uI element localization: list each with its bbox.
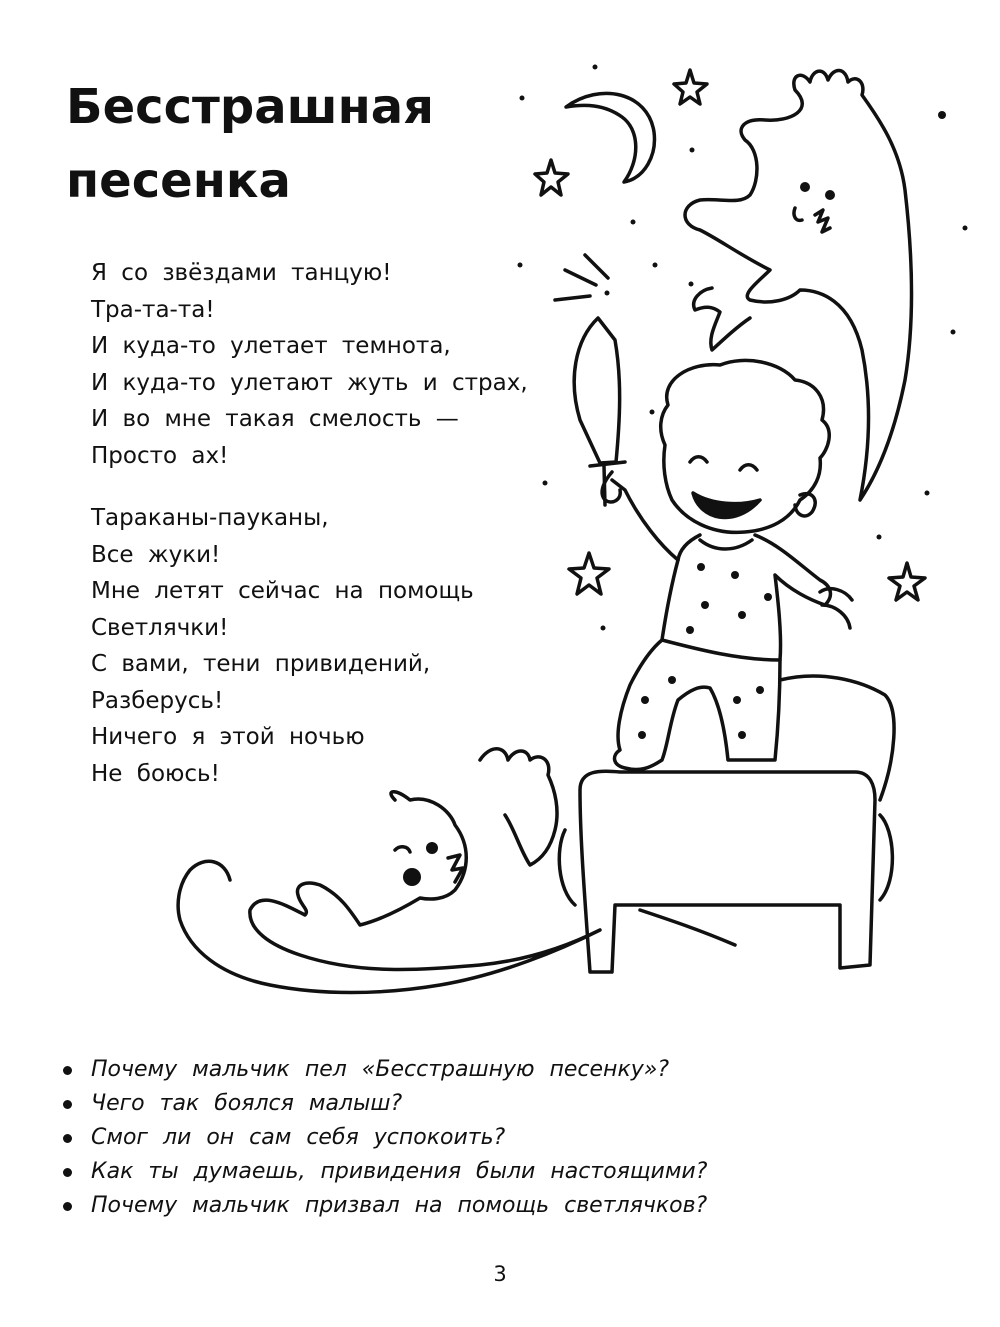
poem-line: Я со звёздами танцую!	[91, 260, 392, 286]
moon-icon	[566, 93, 654, 182]
question-text: Почему мальчик призвал на помощь светлячков?	[91, 1193, 708, 1218]
star-icon	[889, 563, 925, 600]
question-item	[60, 1121, 960, 1155]
poem-line: Все жуки!	[91, 541, 221, 568]
poem-line: И во мне такая смелость —	[91, 406, 459, 432]
question-text: Смог ли он сам себя успокоить?	[91, 1125, 506, 1150]
poem-line: Тра-та-та!	[91, 296, 215, 323]
question-text: Почему мальчик пел «Бесстрашную песенку»?	[91, 1057, 670, 1082]
question-item	[60, 1053, 960, 1087]
bullet-icon	[63, 1066, 72, 1075]
toy-sword-illustration	[555, 255, 625, 505]
boy-with-sword-and-ghosts-illustration	[160, 55, 980, 1005]
bullet-icon	[63, 1134, 72, 1143]
ghost-lower-illustration	[178, 749, 735, 993]
bullet-icon	[63, 1100, 72, 1109]
star-icon	[674, 70, 707, 104]
bullet-icon	[63, 1202, 72, 1211]
question-text: Чего так боялся малыш?	[91, 1091, 403, 1116]
title-line-2: песенка	[66, 153, 291, 209]
question-item	[60, 1087, 960, 1121]
star-icon	[535, 160, 568, 195]
ghost-upper-illustration	[685, 70, 911, 500]
title-line-1: Бесстрашная	[66, 79, 434, 135]
question-text: Как ты думаешь, привидения были настоящими?	[91, 1159, 708, 1184]
bullet-icon	[63, 1168, 72, 1177]
question-item	[60, 1189, 960, 1223]
poem-line: Светлячки!	[91, 614, 229, 641]
poem-line: Тараканы-пауканы,	[91, 505, 329, 531]
page-number: 3	[493, 1262, 507, 1286]
bed-illustration	[559, 676, 894, 972]
poem-line: И куда-то улетает темнота,	[91, 333, 451, 359]
boy-illustration	[602, 360, 852, 769]
question-item	[60, 1155, 960, 1189]
poem-line: С вами, тени привидений,	[91, 651, 431, 677]
poem-line: Просто ах!	[91, 442, 229, 469]
poem-line: Не боюсь!	[91, 760, 220, 787]
poem-line: Ничего я этой ночью	[91, 724, 365, 750]
poem-line: Разберусь!	[91, 687, 224, 714]
poem-line: Мне летят сейчас на помощь	[91, 578, 474, 604]
questions-list	[60, 1053, 960, 1223]
poem-line: И куда-то улетают жуть и страх,	[91, 369, 528, 396]
star-icon	[569, 553, 609, 594]
